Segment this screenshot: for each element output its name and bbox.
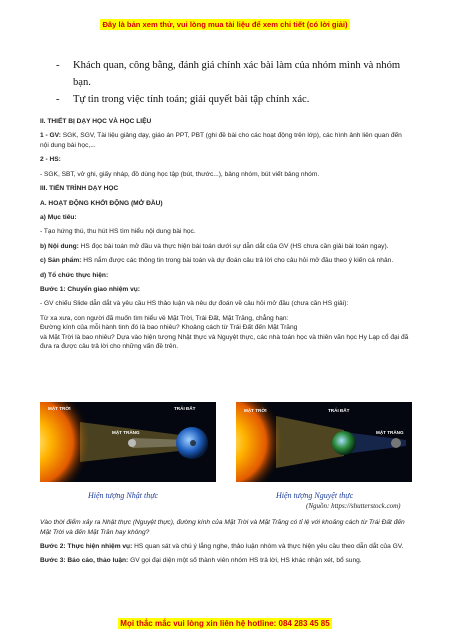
image-source: (Nguồn: https://shutterstock.com)	[306, 502, 401, 510]
attitude-list	[56, 57, 416, 108]
content-label: b) Nội dung:	[40, 242, 79, 250]
preview-notice-text: Đây là bản xem thử, vui lòng mua tài liệu để xem chi tiết (có lời giải)	[102, 20, 348, 29]
opening-question: Vào thời điểm xảy ra Nhật thực (Nguyệt thực), đường kính của Mặt Trời và Mặt Trăng có tỉ lệ với khoảng cách từ Trái Đất đến Mặt Trời và đến Mặt Trăn hay không?	[40, 519, 405, 536]
goal-text: - Tạo hứng thú, thu hút HS tìm hiểu nội dung bài học.	[40, 228, 196, 236]
solar-eclipse-image	[40, 402, 216, 482]
problem-text	[40, 314, 412, 352]
problem-line: Đường kính của mỗi hành tinh đó là bao nhiêu? Khoảng cách từ Trái Đất đến Mặt Trăng	[40, 324, 298, 332]
hotline-notice	[0, 613, 450, 631]
gv-text: SGK, SGV, Tài liệu giảng dạy, giáo án PPT, PBT (ghi đề bài cho các hoạt động trên lớp), các hình ảnh liên quan đến nội dung bài học,...	[40, 132, 402, 149]
hotline-notice-text: Mọi thắc mắc vui lòng xin liên hệ hotline: 084 283 45 85	[120, 619, 330, 628]
step2-label: Bước 2: Thực hiện nhiệm vụ:	[40, 542, 133, 550]
org-label: d) Tổ chức thực hiện:	[40, 271, 109, 279]
lesson-body-continued	[40, 518, 412, 571]
list-dash: -	[56, 60, 60, 71]
step1-label: Bước 1: Chuyển giao nhiệm vụ:	[40, 285, 140, 293]
step3-label: Bước 3: Báo cáo, thảo luận:	[40, 557, 129, 565]
preview-notice	[0, 14, 450, 32]
solar-eclipse-illustration	[40, 402, 216, 482]
equipment-heading: II. THIẾT BỊ DẠY HỌC VÀ HỌC LIỆU	[40, 118, 152, 125]
product-label: c) Sản phẩm:	[40, 257, 82, 265]
content-paragraph	[40, 242, 412, 252]
list-item-text: Khách quan, công bằng, đánh giá chính xác bài làm của nhóm mình và nhóm bạn.	[73, 60, 401, 88]
earth-label: TRÁI ĐẤT	[174, 406, 196, 411]
solar-eclipse-caption: Hiện tượng Nhật thực	[88, 491, 159, 500]
lunar-eclipse-illustration	[236, 402, 412, 482]
sun-label: MẶT TRỜI	[244, 408, 267, 413]
process-heading: III. TIẾN TRÌNH DẠY HỌC	[40, 185, 119, 193]
step3-paragraph	[40, 556, 412, 566]
problem-line: và Mặt Trời là bao nhiêu? Dựa vào hiện tượng Nhật thực và Nguyệt thực, các nhà toán học và thiên văn học Hy Lạp cổ đại đã đưa ra được câu trả lời cho những vấn đề trên.	[40, 333, 409, 351]
list-item-text: Tự tin trong việc tính toán; giải quyết bài tập chính xác.	[73, 94, 310, 105]
content-text: HS đọc bài toán mở đầu và thực hiện bài toán dưới sự dẫn dắt của GV (HS chưa cần giải bài toán ngay).	[78, 242, 389, 250]
lunar-eclipse-image	[236, 402, 412, 482]
gv-paragraph	[40, 131, 412, 150]
list-item	[56, 57, 416, 91]
step3-text: GV gọi đại diện một số thành viên nhóm HS trả lời, HS khác nhận xét, bổ sung.	[128, 557, 362, 565]
list-dash: -	[56, 94, 60, 105]
hs-label: 2 - HS:	[40, 156, 61, 164]
moon-label: MẶT TRĂNG	[112, 430, 140, 435]
gv-label: 1 - GV:	[40, 132, 61, 140]
step2-paragraph	[40, 542, 412, 552]
moon-label: MẶT TRĂNG	[376, 430, 404, 435]
activity-heading: A. HOẠT ĐỘNG KHỞI ĐỘNG (MỞ ĐẦU)	[40, 199, 163, 207]
lesson-body	[40, 117, 412, 352]
step1-text: - GV chiếu Slide dẫn dắt và yêu cầu HS thảo luận và nêu dự đoán về câu hỏi mở đầu (chưa cần HS giải):	[40, 300, 349, 308]
step2-text: HS quan sát và chú ý lắng nghe, thảo luận nhóm và thực hiện yêu cầu theo dẫn dắt của GV.	[132, 542, 404, 550]
product-text: HS nắm được các thông tin trong bài toán và dự đoán câu trả lời cho câu hỏi mở đầu theo ý kiến cá nhân.	[81, 257, 394, 265]
lunar-eclipse-caption: Hiện tượng Nguyệt thực	[276, 491, 354, 500]
hs-text: - SGK, SBT, vở ghi, giấy nháp, đồ dùng học tập (bút, thước...), bảng nhóm, bút viết bảng nhóm.	[40, 170, 320, 178]
sun-label: MẶT TRỜI	[48, 406, 71, 411]
list-item	[56, 91, 416, 108]
problem-line: Từ xa xưa, con người đã muốn tìm hiểu về Mặt Trời, Trái Đất, Mặt Trăng, chẳng hạn:	[40, 314, 289, 322]
earth-label: TRÁI ĐẤT	[328, 408, 350, 413]
goal-label: a) Mục tiêu:	[40, 213, 77, 221]
product-paragraph	[40, 256, 412, 266]
